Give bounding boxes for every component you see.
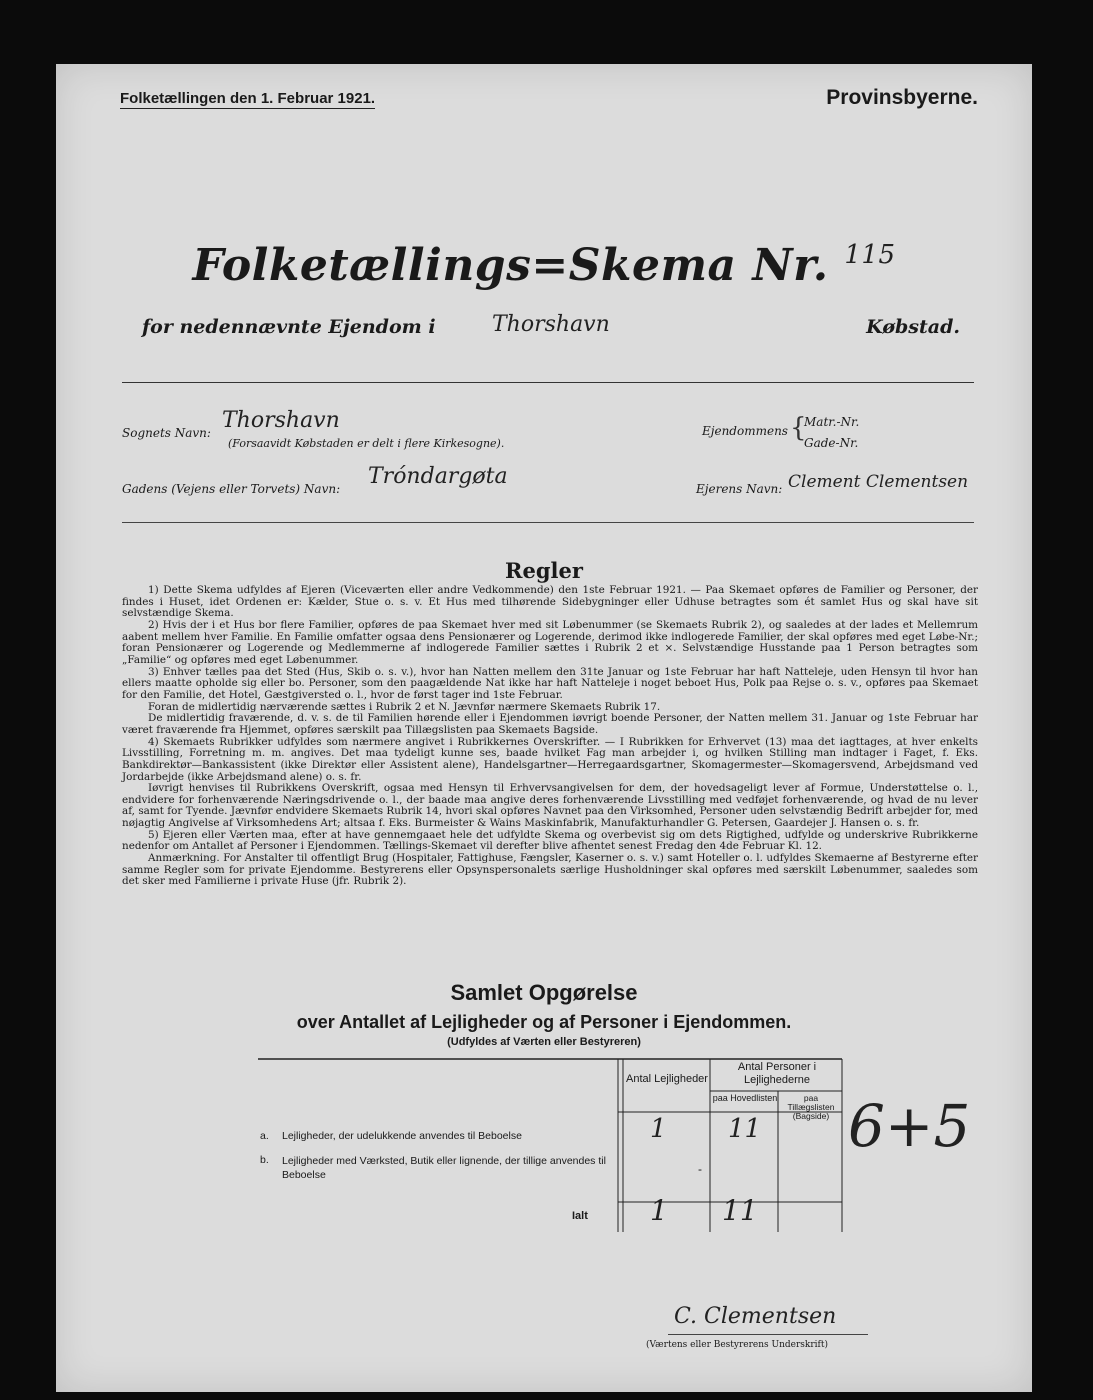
signature: C. Clementsen [674, 1304, 837, 1329]
row-b-lejl: - [698, 1162, 702, 1176]
province-header: Provinsbyerne. [826, 86, 978, 109]
sogn-note: (Forsaavidt Købstaden er delt i flere Kirkesogne). [228, 437, 505, 450]
subtitle-prefix: for nedennævnte Ejendom i [142, 316, 436, 338]
form-title-text: Folketællings=Skema Nr. [192, 240, 829, 291]
total-label: Ialt [572, 1210, 588, 1222]
gade-value: Tróndargøta [368, 464, 508, 489]
matr-label: Matr.-Nr. [804, 415, 860, 429]
regler-paragraph: 1) Dette Skema udfyldes af Ejeren (Viceværten eller andre Vedkommende) den 1ste Februar 1921. — Paa Skemaet opføres de Familier og Personer, der findes i Huset, idet Ordenen er: Kælder, Stue o. s. v. Et Hus med tilhørende Sidebygninger eller Udhuse betragtes som ét samlet Hus og skal have sit selvstændige Skema. [122, 584, 978, 620]
total-lejl: 1 [650, 1194, 668, 1227]
row-b-letter: b. [260, 1154, 269, 1166]
sogn-label: Sognets Navn: [122, 426, 211, 440]
samlet-note: (Udfyldes af Værten eller Bestyreren) [447, 1036, 641, 1048]
regler-heading: Regler [505, 558, 583, 583]
regler-paragraph: 3) Enhver tælles paa det Sted (Hus, Skib o. s. v.), hvor han Natten mellem den 31te Januar og 1ste Februar har haft Natteleje, uden Hensyn til hvor han ellers maatte opholde sig eller bo. Personer, som den paagældende Nat ikke har haft Natteleje i noget beboet Hus, Polk paa Rejse o. s. v., opføres paa Skemaet for den Familie, det Hotel, Gæstgiversted o. l., hvor de først tager ind 1ste Februar. [122, 665, 978, 701]
row-a-letter: a. [260, 1130, 269, 1142]
ejer-label: Ejerens Navn: [696, 482, 783, 496]
ejendom-brace: { [790, 413, 807, 443]
regler-paragraph: Foran de midlertidig nærværende sættes i Rubrik 2 et N. Jævnfør nærmere Skemaets Rubrik 17. [148, 700, 661, 713]
col-hoved-header: paa Hovedlisten [712, 1093, 778, 1103]
row-a-lejl: 1 [650, 1114, 667, 1144]
samlet-subheading: over Antallet af Lejligheder og af Personer i Ejendommen. [296, 1012, 792, 1032]
regler-anmaerkning: Anmærkning. For Anstalter til offentligt Brug (Hospitaler, Fattighuse, Fængsler, Kaserner o. s. v.) samt Hoteller o. l. udfyldes Skemaerne af Bestyrerne efter samme Regler som for private Ejendomme. Bestyrerens eller Opsynspersonalets særlige Husholdninger skal opføres med særskilt Løbenummer, saaledes som det sker med Familierne i private Huse (jfr. Rubrik 2). [122, 852, 978, 888]
subtitle-suffix: Købstad. [866, 316, 960, 338]
signature-caption: (Værtens eller Bestyrerens Underskrift) [646, 1340, 829, 1350]
census-form-sheet [56, 64, 1032, 1392]
col-personer-header: Antal Personer i Lejlighederne [737, 1061, 817, 1086]
sogn-value: Thorshavn [222, 408, 340, 433]
gade-nr-label: Gade-Nr. [804, 436, 859, 450]
form-number-handwritten: 115 [844, 240, 896, 270]
ejendom-label: Ejendommens [702, 424, 788, 438]
regler-paragraph: 4) Skemaets Rubrikker udfyldes som nærmere angivet i Rubrikkernes Overskrifter. — I Rubrikken for Erhvervet (13) maa det iagttages, at hver enkelts Livsstilling, Forretning m. m. angives. Det maa tydeligt kunne ses, baade hvilket Fag man arbejder i, og hvilken Stilling man indtager i Faget, f. Eks. Bankdirektør—Bankassistent (ikke Direktør eller Assistent alene), Handelsgartner—Herregaardsgartner, Skomagermester—Skomagersvend, Arbejdsmand ved Jordarbejde (ikke Arbejdsmand alene) o. s. fr. [122, 735, 978, 783]
col-lejl-header: Antal Lejligheder [626, 1073, 708, 1085]
regler-paragraph: Iøvrigt henvises til Rubrikkens Overskrift, ogsaa med Hensyn til Erhvervsangivelsen for dem, der hovedsageligt lever af Formue, Understøttelse o. l., endvidere for forhenværende Næringsdrivende o. l., der baade maa angive deres forhenværende Livsstilling med vedføjet forhenværende, og hvad de nu lever af, samt for Tyende. Jævnfør endvidere Skemaets Rubrik 14, hvori skal opføres Navnet paa den Virksomhed, Personer uden selvstændig Bedrift arbejder for, med nøjagtig Angivelse af Virksomhedens Art; altsaa f. Eks. Burmeister & Wains Maskinfabrik, Manufakturhandler G. Petersen, Gaardejer J. Hansen o. s. fr. [122, 782, 978, 830]
col-tillaeg-header: paa Tillægslisten (Bagside) [787, 1093, 835, 1121]
census-date-header: Folketællingen den 1. Februar 1921. [120, 90, 376, 107]
gade-label: Gadens (Vejens eller Torvets) Navn: [122, 482, 341, 496]
regler-paragraph: De midlertidig fraværende, d. v. s. de til Familien hørende eller i Ejendommen iøvrigt boende Personer, der Natten mellem 31. Januar og 1ste Februar har været fraværende fra Hjemmet, opføres særskilt paa Tillægslisten paa Skemaets Bagside. [122, 712, 978, 736]
ejer-value: Clement Clementsen [788, 472, 969, 492]
row-b-label: Lejligheder med Værksted, Butik eller lignende, der tillige anvendes til Beboelse [282, 1155, 606, 1181]
summary-table-lines [56, 64, 1032, 1392]
margin-note: 6+5 [848, 1092, 971, 1160]
row-a-label: Lejligheder, der udelukkende anvendes til Beboelse [282, 1130, 522, 1142]
signature-line [668, 1334, 868, 1335]
samlet-heading: Samlet Opgørelse [450, 980, 638, 1005]
row-a-hoved: 11 [728, 1114, 762, 1144]
total-hoved: 11 [722, 1194, 758, 1227]
regler-paragraph: 2) Hvis der i et Hus bor flere Familier, opføres de paa Skemaet hver med sit Løbenummer (se Skemaets Rubrik 2), og saaledes at der lades et Mellemrum aabent mellem hver Familie. En Familie omfatter ogsaa dens Pensionærer og Logerende, derimod ikke indlogerede Familier, der skal opføres med eget Løbe-Nr.; foran Pensionærer og Logerende og Medlemmerne af indlogerede Familier sættes i Rubrik 2 et ×. Selvstændige Husstande paa 1 Person betragtes som „Familie“ og opføres med eget Løbenummer. [122, 618, 978, 666]
handwritten-town: Thorshavn [492, 312, 610, 337]
regler-paragraph: 5) Ejeren eller Værten maa, efter at have gennemgaaet hele det udfyldte Skema og overbevist sig om dets Rigtighed, udfylde og underskrive Rubrikkerne nedenfor om Antallet af Personer i Ejendommen. Tællings-Skemaet vil derefter blive afhentet senest Fredag den 4de Februar Kl. 12. [122, 828, 978, 853]
